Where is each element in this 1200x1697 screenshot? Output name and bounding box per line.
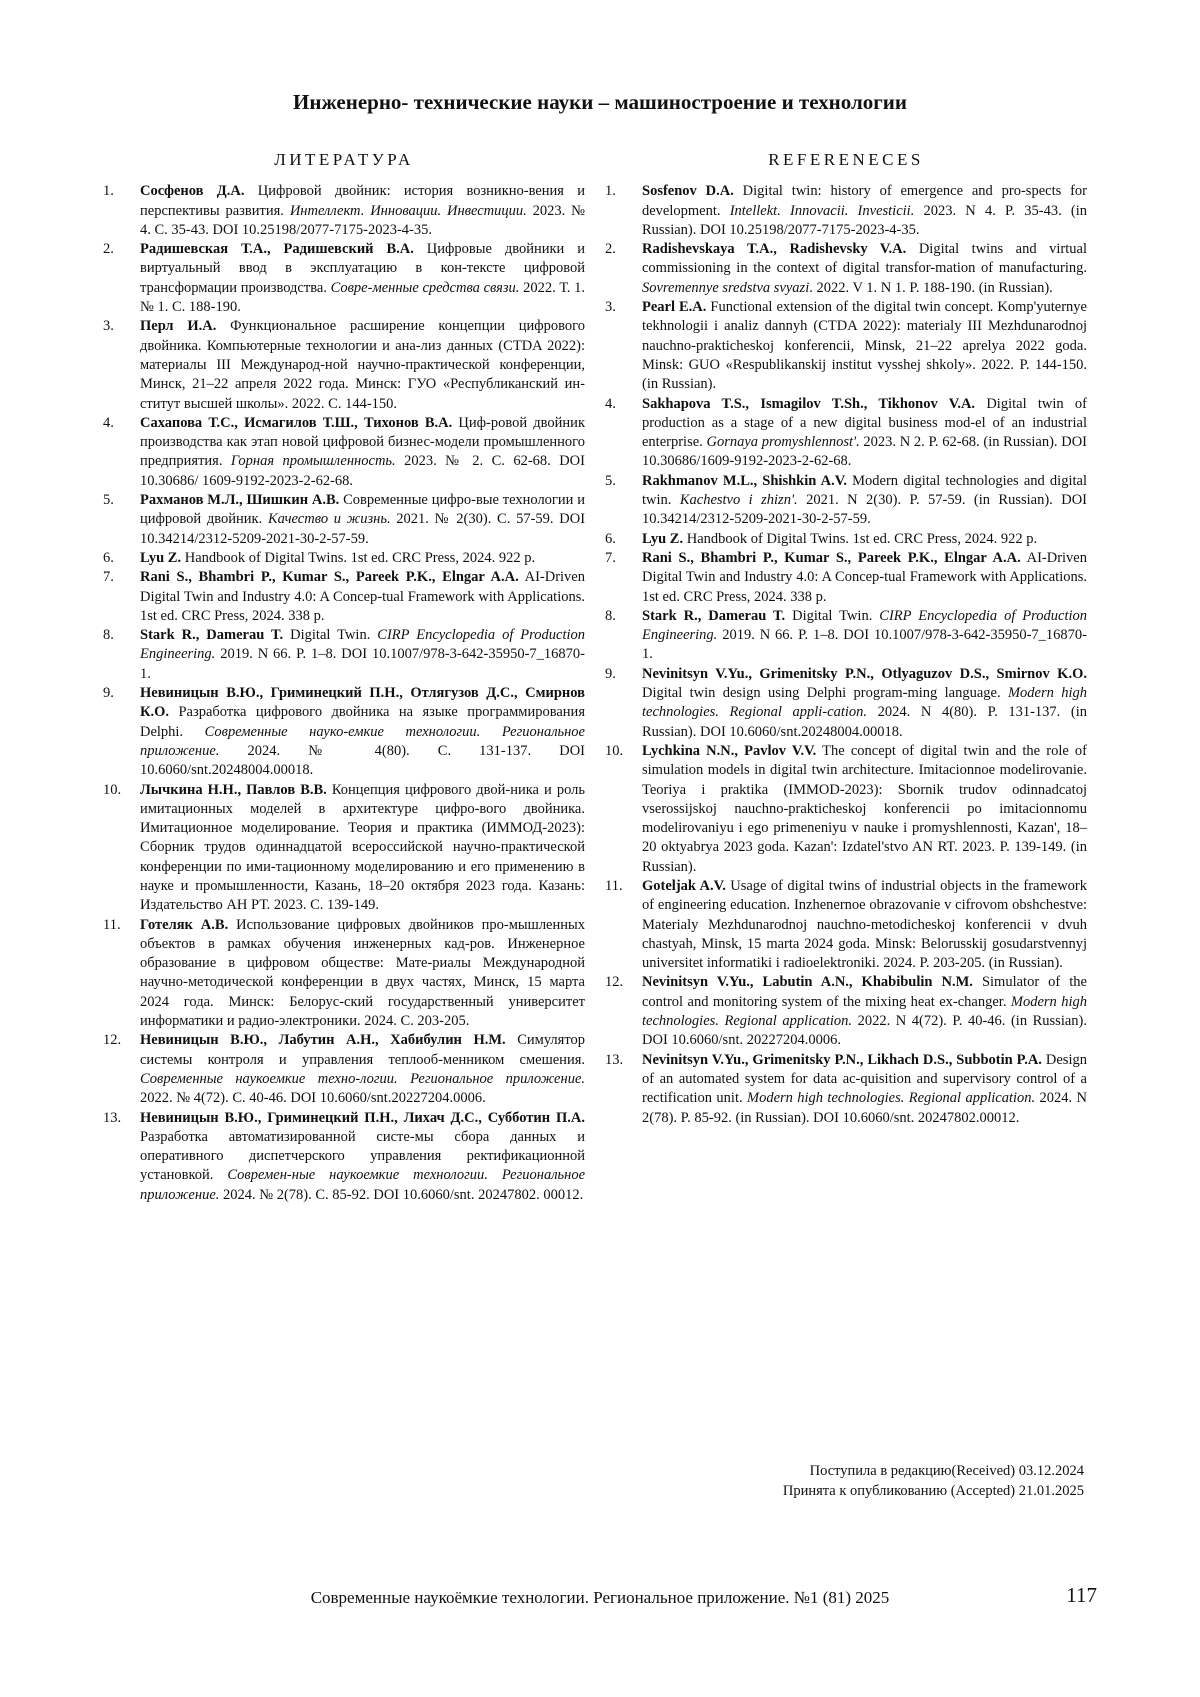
- reference-authors: Rakhmanov M.L., Shishkin A.V.: [642, 472, 847, 489]
- reference-source: Modern high technologies. Regional appli-cation.: [642, 685, 1088, 721]
- reference-text: Design of an automated system for data ac-quisition and supervisory control of a rectification unit.: [642, 1051, 1087, 1107]
- reference-authors: Перл И.А.: [140, 318, 217, 335]
- reference-authors: Nevinitsyn V.Yu., Grimenitsky P.N., Likhach D.S., Subbotin P.A.: [642, 1051, 1042, 1068]
- reference-source: Gornaya promyshlennost'.: [706, 434, 860, 451]
- reference-authors: Радишевская Т.А., Радишевский В.А.: [140, 241, 414, 258]
- reference-text: Digital Twin.: [785, 607, 880, 624]
- reference-item: [605, 395, 1087, 472]
- reference-details: 2022. Т. 1. № 1. С. 188-190.: [140, 279, 585, 316]
- reference-source: Совре-менные средства связи.: [330, 279, 520, 296]
- footer-journal-title: Современные наукоёмкие технологии. Региональное приложение. №1 (81) 2025: [310, 1588, 890, 1607]
- reference-number: 8.: [605, 607, 616, 624]
- reference-item: [103, 491, 585, 549]
- reference-text: Концепция цифрового двой-ника и роль имитационных моделей в архитектуре цифро-вого двойника. Имитационное моделирование. Теория и практика (ИММОД-2023): Сборник трудов одиннадцатой всероссийской научно-практической конференции по ими-тационному моделированию и его применению в науке и промышленности, Казань, 18–20 октября 2023 года. Казань: Издательство АН РТ. 2023. С. 139-149.: [140, 781, 585, 914]
- reference-authors: Лычкина Н.Н., Павлов В.В.: [140, 781, 327, 798]
- reference-authors: Сахапова Т.С., Исмагилов Т.Ш., Тихонов В.А.: [140, 414, 453, 431]
- reference-item: [605, 240, 1087, 298]
- reference-text: Digital twin design using Delphi program-ming language.: [642, 685, 1008, 702]
- references-heading: REFERENECES: [768, 150, 924, 169]
- reference-item: [605, 742, 1087, 877]
- reference-number: 11.: [103, 916, 121, 933]
- reference-details: 2023. № 4. С. 35-43. DOI 10.25198/2077-7175-2023-4-35.: [140, 202, 585, 238]
- reference-details: 2024. N 2(78). P. 85-92. (in Russian). DOI 10.6060/snt. 20247802.00012.: [642, 1090, 1087, 1126]
- reference-number: 6.: [103, 549, 114, 566]
- reference-item: [605, 607, 1087, 665]
- reference-text: Разработка цифрового двойника на языке программирования Delphi.: [140, 704, 585, 740]
- reference-number: 7.: [103, 569, 114, 586]
- reference-text: Digital Twin.: [283, 627, 378, 644]
- reference-item: [605, 973, 1087, 1050]
- reference-text: Использование цифровых двойников про-мышленных объектов в рамках обучения инженерных кад-ров. Инженерное образование в цифровом обществе: Мате-риалы Международной научно-методической конференции в двух частях, Минск, 15 марта 2024 года. Минск: Белорус-ский государственный университет информатики и радио-электроники. 2024. С. 203-205.: [140, 916, 585, 1030]
- reference-details: 2023. N 4. P. 35-43. (in Russian). DOI 10.25198/2077-7175-2023-4-35.: [642, 202, 1087, 238]
- reference-source: Modern high technologies. Regional application.: [746, 1090, 1036, 1107]
- reference-source: Качество и жизнь.: [267, 511, 391, 528]
- reference-text: Functional extension of the digital twin concept. Komp'yuternye tekhnologii i analiz dannyh (CTDA 2022): materialy III Mezhdunarodnoj nauchno-prakticheskoj konferencii, Minsk, 21–22 aprelya 2022 goda. Minsk: GUO «Respublikanskij institut vysshej shkoly». 2022. P. 144-150. (in Russian).: [642, 299, 1087, 393]
- reference-item: [605, 549, 1087, 607]
- reference-authors: Готеляк А.В.: [140, 916, 229, 933]
- received-accepted-block: [783, 1461, 1084, 1501]
- references-english-column: [605, 150, 1087, 1128]
- reference-authors: Radishevskaya T.A., Radishevsky V.A.: [642, 241, 907, 258]
- reference-item: [103, 1031, 585, 1108]
- reference-authors: Stark R., Damerau T.: [642, 607, 786, 624]
- reference-source: Современные науко-емкие технологии. Региональное приложение.: [140, 723, 585, 759]
- reference-authors: Рахманов М.Л., Шишкин А.В.: [140, 492, 340, 509]
- reference-authors: Lyu Z.: [642, 530, 684, 547]
- reference-number: 2.: [605, 241, 616, 258]
- reference-authors: Pearl E.A.: [642, 299, 707, 316]
- reference-text: Handbook of Digital Twins. 1st ed. CRC Press, 2024. 922 p.: [181, 549, 536, 566]
- reference-text: Циф-ровой двойник производства как этап новой цифровой бизнес-модели промышленного предприятия.: [140, 414, 585, 470]
- reference-text: Usage of digital twins of industrial objects in the framework of engineering education. Inzhenernoe obrazovanie v cifrovom obshchestve: Materialy Mezhdunarodnoj nauchno-metodicheskoj konferencii v dvuh chastyah, Minsk, 15 marta 2024 goda. Minsk: Belorusskij gosudarstvennyj universitet informatiki i radioelektroniki. 2024. P. 203-205. (in Russian).: [642, 877, 1087, 972]
- reference-text: AI-Driven Digital Twin and Industry 4.0: A Concep-tual Framework with Applications. 1st ed. CRC Press, 2024. 338 p.: [140, 569, 585, 624]
- reference-text: The concept of digital twin and the role of simulation models in digital twin architecture. Imitacionnoe modelirovanie. Teoriya i praktika (IMMOD-2023): Sbornik trudov odinnadcatoj vserossijskoj nauchno-prakticheskoj konferencii po imitacionnomu modelirovaniyu i ego primeneniyu v nauke i promyshlennosti, Kazan', 18–20 oktyabrya 2023 goda. Kazan': Izdatel'stvo AN RT. 2023. P. 139-149. (in Russian).: [642, 742, 1087, 875]
- reference-number: 8.: [103, 627, 114, 644]
- reference-item: [103, 1109, 585, 1205]
- reference-authors: Nevinitsyn V.Yu., Grimenitsky P.N., Otlyaguzov D.S., Smirnov K.O.: [642, 665, 1087, 682]
- reference-details: 2023. № 2. С. 62-68. DOI 10.30686/ 1609-9192-2023-2-62-68.: [140, 453, 585, 489]
- reference-details: . 2022. V 1. N 1. P. 188-190. (in Russian).: [809, 279, 1053, 296]
- reference-text: Современные цифро-вые технологии и цифровой двойник.: [140, 492, 585, 528]
- reference-item: [103, 240, 585, 317]
- reference-item: [103, 414, 585, 491]
- reference-number: 4.: [605, 395, 616, 412]
- literature-heading: ЛИТЕРАТУРА: [274, 150, 414, 169]
- reference-text: Разработка автоматизированной систе-мы сбора данных и оперативного диспетчерского управления ректификационной установкой.: [140, 1128, 585, 1184]
- reference-number: 9.: [605, 665, 616, 682]
- reference-text: AI-Driven Digital Twin and Industry 4.0: A Concep-tual Framework with Applications. 1st ed. CRC Press, 2024. 338 p.: [642, 549, 1087, 605]
- reference-authors: Rani S., Bhambri P., Kumar S., Pareek P.K., Elngar A.A.: [140, 569, 519, 586]
- reference-details: 2022. N 4(72). P. 40-46. (in Russian). DOI 10.6060/snt. 20227204.0006.: [642, 1013, 1087, 1049]
- reference-authors: Lychkina N.N., Pavlov V.V.: [642, 742, 817, 759]
- reference-authors: Rani S., Bhambri P., Kumar S., Pareek P.K., Elngar A.A.: [642, 549, 1021, 566]
- reference-text: Modern digital technologies and digital twin.: [642, 472, 1087, 509]
- reference-source: Sovremennye sredstva svyazi: [642, 279, 810, 296]
- reference-details: 2022. № 4(72). С. 40-46. DOI 10.6060/snt.20227204.0006.: [140, 1090, 486, 1107]
- reference-item: [605, 530, 1087, 549]
- reference-text: Digital twin of production as a stage of a new digital business mod-el of an industrial enterprise.: [642, 395, 1087, 451]
- reference-number: 11.: [605, 877, 623, 894]
- reference-details: 2024. № 4(80). С. 131-137. DOI 10.6060/snt.20248004.00018.: [140, 742, 585, 779]
- received-date: Поступила в редакцию(Received) 03.12.2024: [809, 1463, 1084, 1479]
- reference-item: [605, 1051, 1087, 1128]
- reference-authors: Sosfenov D.A.: [642, 183, 734, 200]
- reference-number: 3.: [103, 318, 114, 335]
- reference-item: [605, 665, 1087, 742]
- reference-number: 5.: [103, 492, 114, 509]
- reference-number: 12.: [605, 974, 624, 991]
- reference-number: 1.: [605, 183, 616, 200]
- reference-authors: Sakhapova T.S., Ismagilov T.Sh., Tikhonov V.A.: [642, 395, 976, 412]
- reference-item: [103, 317, 585, 413]
- reference-details: 2024. № 2(78). С. 85-92. DOI 10.6060/snt. 20247802. 00012.: [219, 1186, 584, 1203]
- reference-source: Modern high technologies. Regional application.: [642, 993, 1088, 1030]
- reference-source: Современ-ные наукоемкие технологии. Региональное приложение.: [140, 1167, 586, 1203]
- reference-item: [605, 298, 1087, 394]
- reference-number: 7.: [605, 549, 616, 566]
- reference-item: [103, 781, 585, 916]
- reference-details: 2021. № 2(30). С. 57-59. DOI 10.34214/2312-5209-2021-30-2-57-59.: [140, 511, 586, 547]
- reference-source: CIRP Encyclopedia of Production Engineering.: [642, 607, 1088, 644]
- reference-authors: Lyu Z.: [140, 549, 182, 566]
- reference-authors: Невиницын В.Ю., Лабутин А.Н., Хабибулин Н.М.: [140, 1032, 506, 1049]
- reference-number: 6.: [605, 530, 616, 547]
- reference-list-russian: [103, 182, 585, 1205]
- reference-authors: Goteljak A.V.: [642, 877, 726, 894]
- reference-item: [605, 472, 1087, 530]
- reference-details: 2019. N 66. P. 1–8. DOI 10.1007/978-3-642-35950-7_16870-1.: [140, 646, 585, 682]
- reference-number: 12.: [103, 1032, 122, 1049]
- reference-number: 13.: [103, 1109, 122, 1126]
- reference-number: 9.: [103, 685, 114, 702]
- reference-item: [103, 568, 585, 626]
- reference-item: [103, 626, 585, 684]
- reference-source: Современные наукоемкие техно-логии. Региональное приложение.: [140, 1070, 585, 1087]
- reference-authors: Сосфенов Д.А.: [140, 183, 245, 200]
- reference-number: 10.: [103, 781, 122, 798]
- reference-text: Handbook of Digital Twins. 1st ed. CRC Press, 2024. 922 p.: [683, 530, 1038, 547]
- reference-number: 2.: [103, 241, 114, 258]
- reference-authors: Невиницын В.Ю., Гриминецкий П.Н., Лихач Д.С., Субботин П.А.: [140, 1109, 585, 1126]
- reference-item: [103, 684, 585, 780]
- page-number: 117: [1066, 1583, 1097, 1607]
- reference-text: Функциональное расширение концепции цифрового двойника. Компьютерные технологии и ана-лиз данных (CTDA 2022): материалы III Международ-ной научно-практической конференции, Минск, 21–22 апреля 2022 года. Минск: ГУО «Республиканский ин-ститут высшей школы». 2022. С. 144-150.: [140, 318, 585, 412]
- reference-source: Intellekt. Innovacii. Investicii.: [729, 202, 915, 219]
- reference-number: 5.: [605, 472, 616, 489]
- references-russian-column: [103, 150, 585, 1205]
- reference-source: CIRP Encyclopedia of Production Engineering.: [140, 627, 586, 663]
- reference-source: Интеллект. Инновации. Инвестиции.: [289, 202, 527, 219]
- reference-details: 2024. N 4(80). P. 131-137. (in Russian). DOI 10.6060/snt.20248004.00018.: [642, 704, 1088, 740]
- reference-item: [605, 877, 1087, 973]
- reference-number: 13.: [605, 1051, 624, 1068]
- reference-item: [605, 182, 1087, 240]
- reference-number: 10.: [605, 742, 624, 759]
- reference-item: [103, 549, 585, 568]
- reference-details: 2019. N 66. P. 1–8. DOI 10.1007/978-3-642-35950-7_16870-1.: [642, 627, 1087, 663]
- reference-number: 4.: [103, 414, 114, 431]
- reference-text: Simulator of the control and monitoring system of the mixing heat ex-changer.: [642, 974, 1087, 1010]
- reference-item: [103, 916, 585, 1032]
- reference-number: 1.: [103, 183, 114, 200]
- reference-item: [103, 182, 585, 240]
- reference-text: Digital twin: history of emergence and pro-spects for development.: [642, 183, 1087, 219]
- reference-list-english: [605, 182, 1087, 1128]
- reference-source: Горная промышленность.: [230, 453, 396, 470]
- reference-details: 2023. N 2. P. 62-68. (in Russian). DOI 10.30686/1609-9192-2023-2-62-68.: [642, 434, 1087, 470]
- running-header-title: Инженерно- технические науки – машиностроение и технологии: [293, 90, 907, 114]
- reference-details: 2021. N 2(30). P. 57-59. (in Russian). DOI 10.34214/2312-5209-2021-30-2-57-59.: [642, 492, 1087, 528]
- reference-text: Симулятор системы контроля и управления теплооб-менником смешения.: [140, 1032, 585, 1068]
- reference-source: Kachestvo i zhizn'.: [679, 492, 798, 509]
- reference-number: 3.: [605, 299, 616, 316]
- accepted-date: Принята к опубликованию (Accepted) 21.01.2025: [782, 1483, 1084, 1499]
- reference-authors: Stark R., Damerau T.: [140, 627, 284, 644]
- reference-authors: Невиницын В.Ю., Гриминецкий П.Н., Отлягузов Д.С., Смирнов К.О.: [140, 685, 585, 721]
- reference-authors: Nevinitsyn V.Yu., Labutin A.N., Khabibulin N.M.: [642, 974, 973, 991]
- reference-text: Цифровые двойники и виртуальный ввод в эксплуатацию в кон-тексте цифровой трансформации производства.: [140, 241, 585, 296]
- reference-text: Digital twins and virtual commissioning in the context of digital transfor-mation of manufacturing.: [642, 241, 1087, 277]
- reference-text: Цифровой двойник: история возникно-вения и перспективы развития.: [140, 183, 585, 219]
